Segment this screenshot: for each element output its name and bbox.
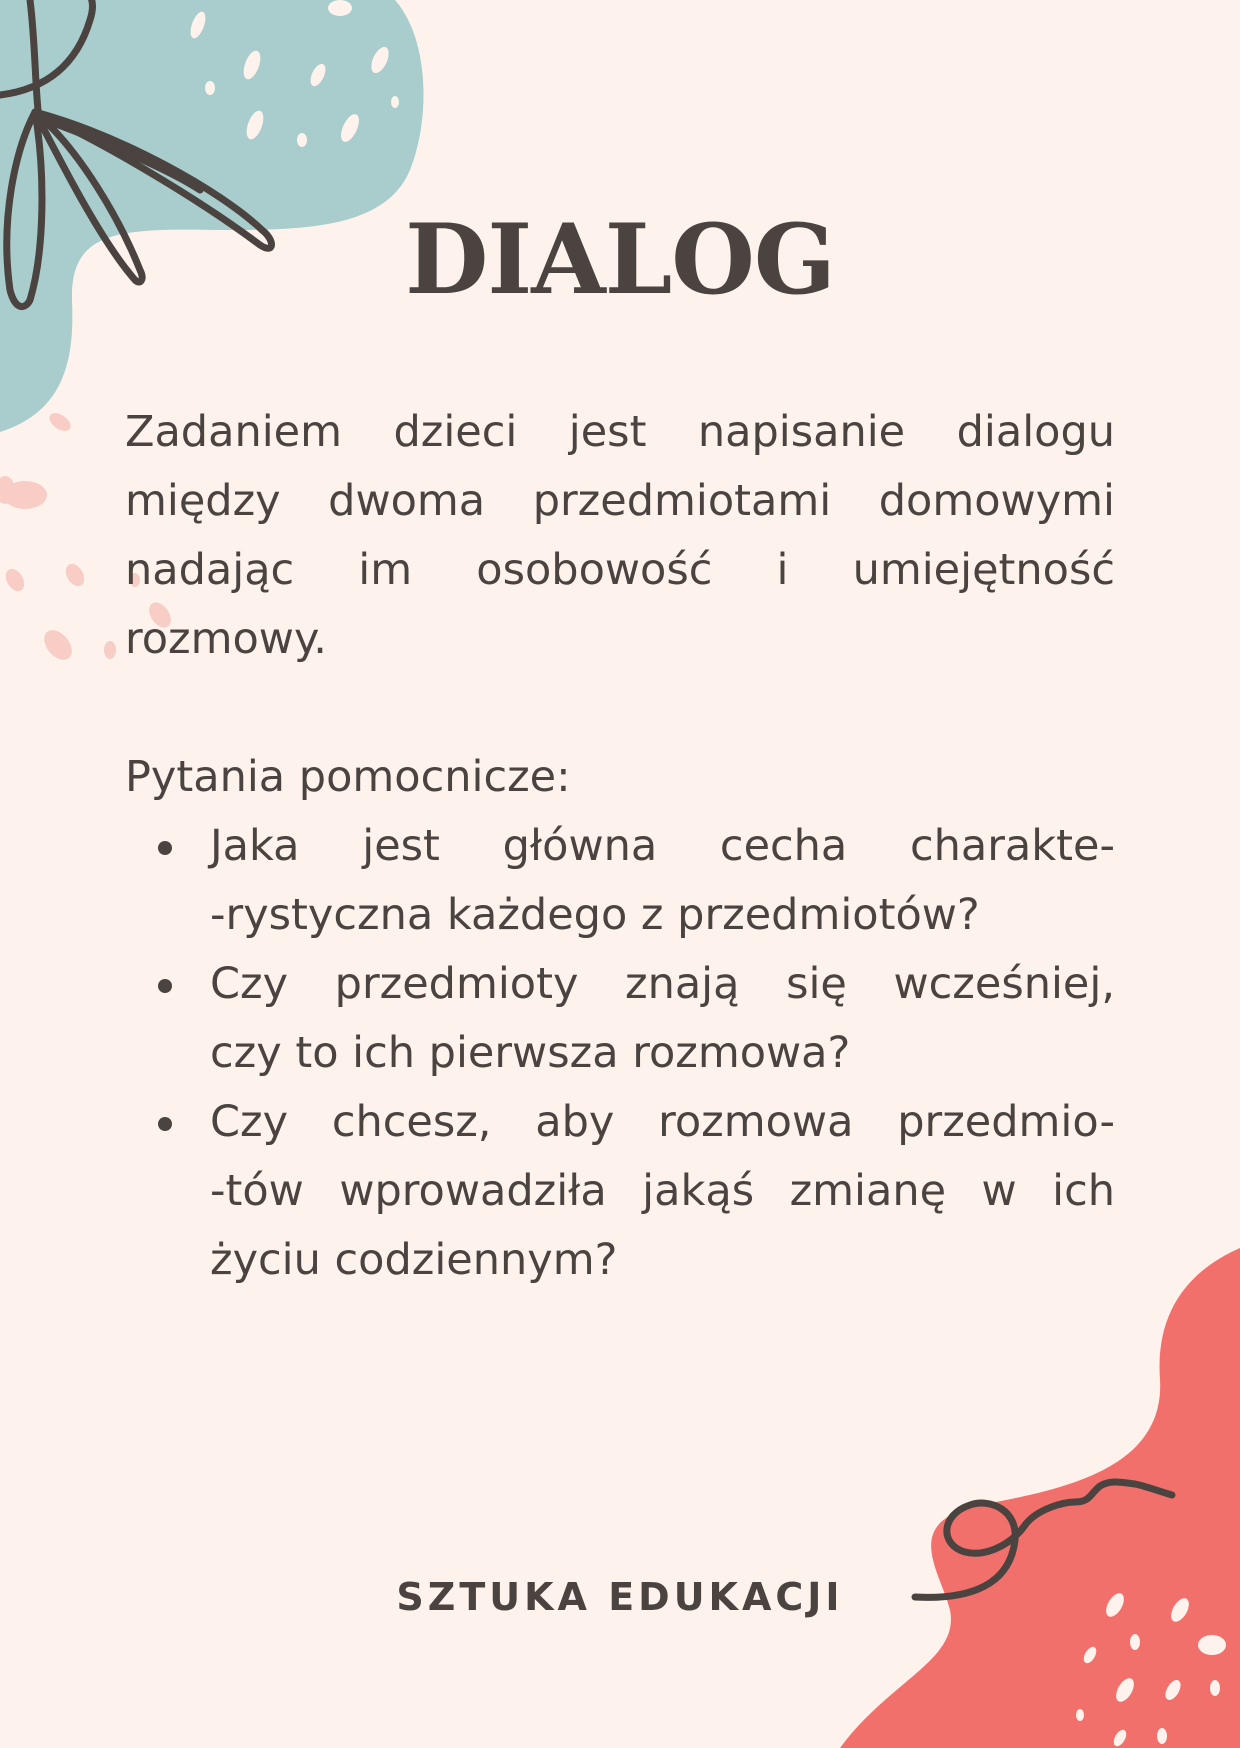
question-line: Jaka jest główna cecha charakte-: [210, 821, 1115, 871]
question-line: życiu codziennym?: [210, 1235, 618, 1285]
footer-brand: SZTUKA EDUKACJI: [396, 1575, 844, 1619]
page-title: DIALOG: [405, 203, 835, 316]
question-line: Czy chcesz, aby rozmowa przedmio-: [210, 1097, 1115, 1147]
content-body: [125, 398, 1115, 1295]
question-item: [125, 812, 1115, 950]
question-line: -rystyczna każdego z przedmiotów?: [210, 890, 980, 940]
question-item: [125, 950, 1115, 1088]
question-line: czy to ich pierwsza rozmowa?: [210, 1028, 851, 1078]
intro-paragraph: Zadaniem dzieci jest napisanie dialogu między dwoma przedmiotami domowymi nadając im osobowość i umiejętność rozmowy.: [125, 407, 1115, 664]
questions-list: [125, 812, 1115, 1295]
question-line: -tów wprowadziła jakąś zmianę w ich: [210, 1166, 1115, 1216]
question-line: Czy przedmioty znają się wcześniej,: [210, 959, 1115, 1009]
question-item: [125, 1088, 1115, 1295]
bottom-right-blob-decoration: [820, 1240, 1240, 1748]
questions-heading: Pytania pomocnicze:: [125, 752, 571, 802]
